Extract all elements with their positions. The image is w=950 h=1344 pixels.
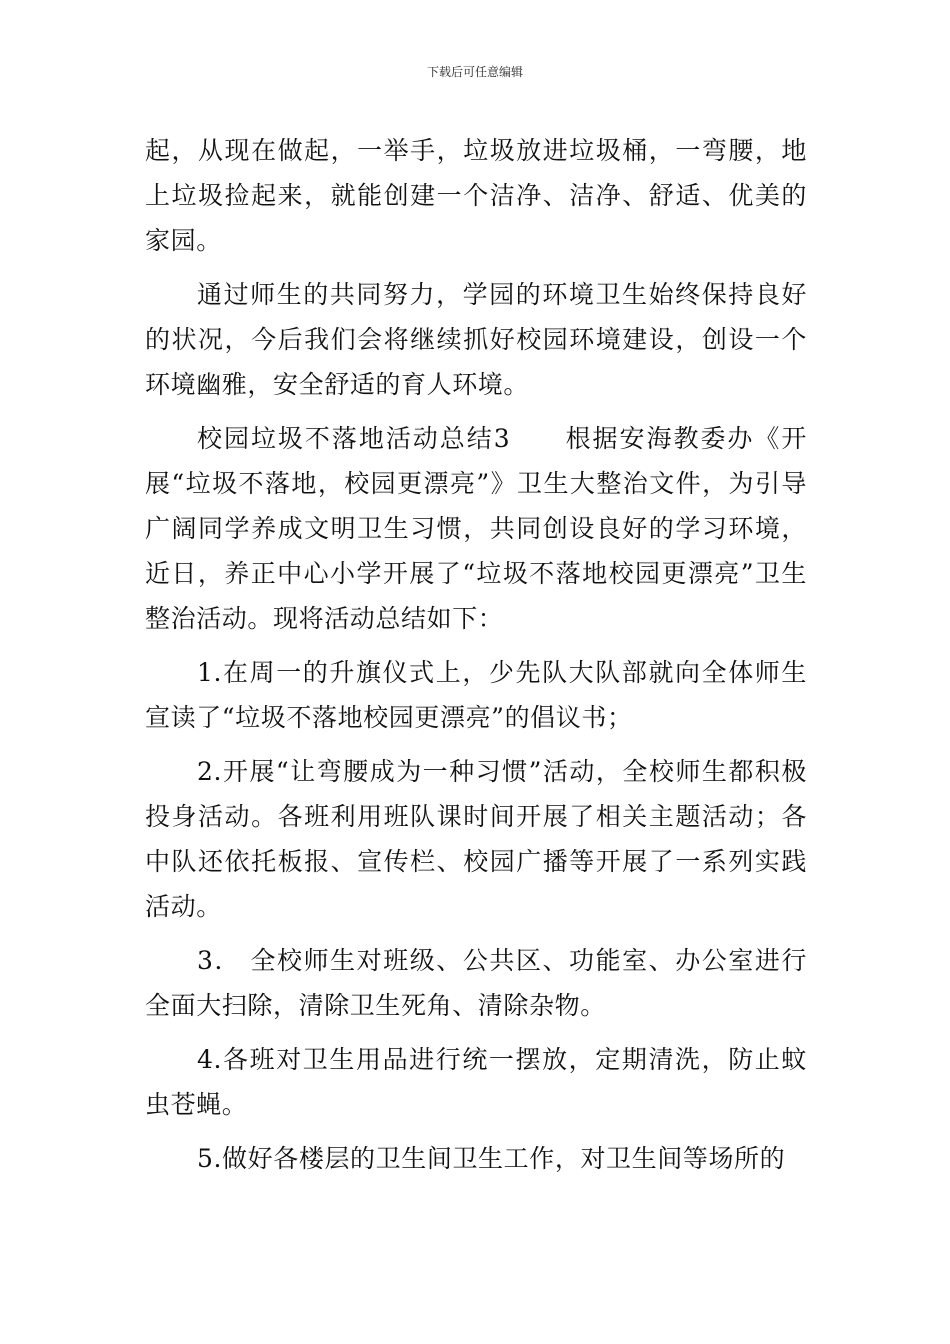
list-item-2: 2.开展“让弯腰成为一种习惯”活动，全校师生都积极投身活动。各班利用班队课时间开展了相关主题活动；各中队还依托板报、宣传栏、校园广播等开展了一系列实践活动。 (145, 757, 807, 921)
list-item-3: 3． 全校师生对班级、公共区、功能室、办公室进行全面大扫除，清除卫生死角、清除杂物。 (145, 946, 807, 1020)
list-item-5: 5.做好各楼层的卫生间卫生工作，对卫生间等场所的 (197, 1144, 786, 1173)
list-item-4: 4.各班对卫生用品进行统一摆放，定期清洗，防止蚊虫苍蝇。 (145, 1045, 807, 1119)
page-header: 下载后可任意编辑 (426, 65, 523, 79)
paragraph-2: 通过师生的共同努力，学园的环境卫生始终保持良好的状况，今后我们会将继续抓好校园环境建设，创设一个环境幽雅，安全舒适的育人环境。 (145, 280, 807, 399)
document-body (145, 128, 807, 1181)
list-item-1: 1.在周一的升旗仪式上，少先队大队部就向全体师生宣读了“垃圾不落地校园更漂亮”的倡议书； (145, 658, 807, 732)
paragraph-1: 起，从现在做起，一举手，垃圾放进垃圾桶，一弯腰，地上垃圾捡起来，就能创建一个洁净、洁净、舒适、优美的家园。 (145, 136, 807, 255)
paragraph-3: 校园垃圾不落地活动总结3 根据安海教委办《开展“垃圾不落地，校园更漂亮”》卫生大整治文件，为引导广阔同学养成文明卫生习惯，共同创设良好的学习环境，近日，养正中心小学开展了“垃圾不落地校园更漂亮”卫生整治活动。现将活动总结如下： (145, 424, 807, 633)
